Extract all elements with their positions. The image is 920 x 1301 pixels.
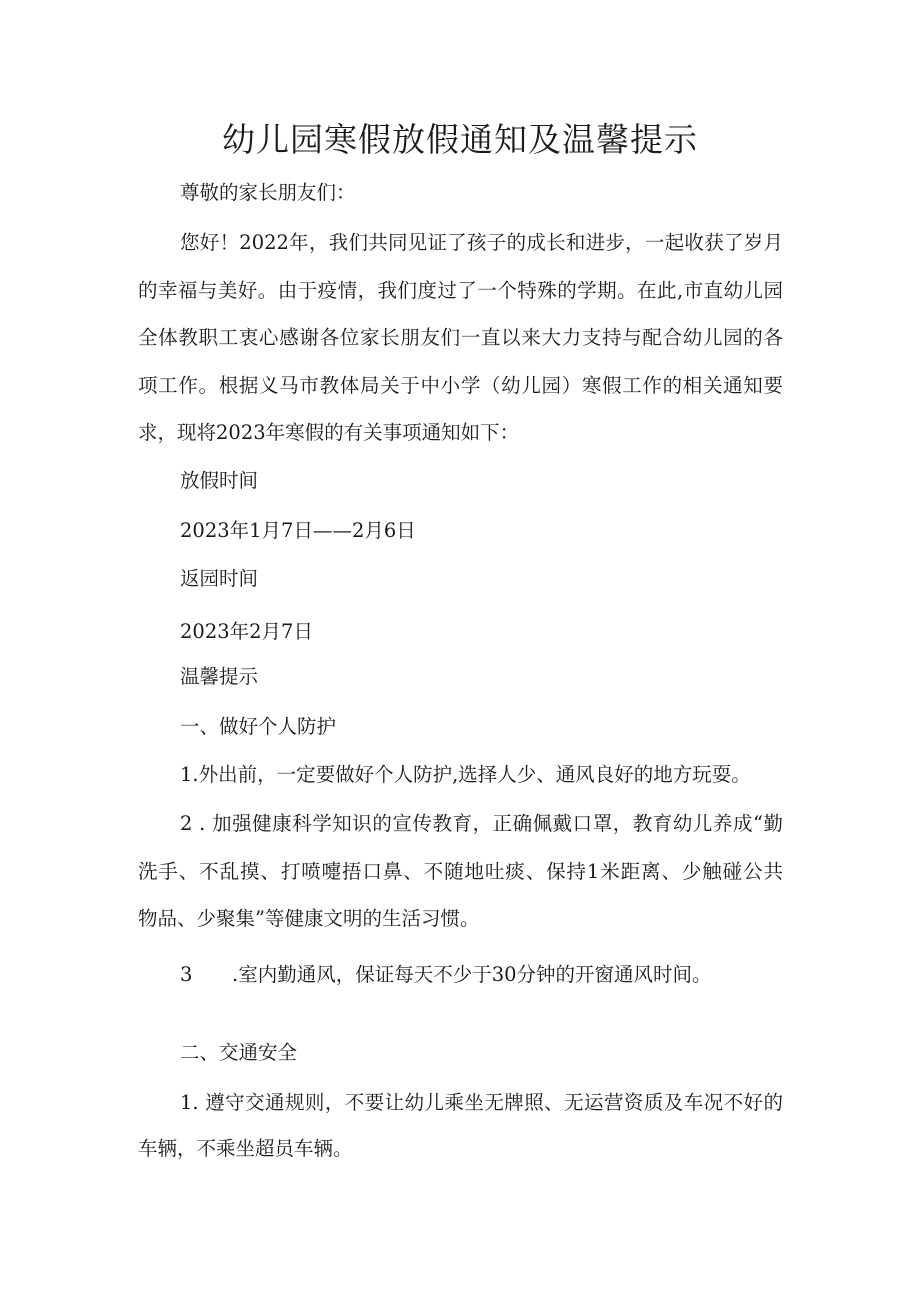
section1-item-3-text: .室内勤通风，保证每天不少于30分钟的开窗通风时间。 xyxy=(232,963,712,986)
section2-heading: 二、交通安全 xyxy=(180,1041,298,1064)
document-title: 幼儿园寒假放假通知及温馨提示 xyxy=(222,120,698,159)
intro-line-1: 您好！2022年，我们共同见证了孩子的成长和进步，一起收获了岁月 xyxy=(180,231,783,254)
tips-heading: 温馨提示 xyxy=(180,665,259,688)
section1-item-3-number: 3 xyxy=(180,963,193,986)
holiday-heading: 放假时间 xyxy=(180,469,259,492)
intro-line-4: 项工作。根据义马市教体局关于中小学（幼儿园）寒假工作的相关通知要 xyxy=(138,374,783,397)
greeting: 尊敬的家长朋友们： xyxy=(180,181,356,204)
return-date: 2023年2月7日 xyxy=(180,620,313,643)
intro-line-3: 全体教职工衷心感谢各位家长朋友们一直以来大力支持与配合幼儿园的各 xyxy=(138,326,783,349)
intro-line-5: 求，现将2023年寒假的有关事项通知如下： xyxy=(138,421,520,444)
section1-heading: 一、做好个人防护 xyxy=(180,715,337,738)
return-heading: 返园时间 xyxy=(180,567,259,590)
intro-line-2: 的幸福与美好。由于疫情，我们度过了一个特殊的学期。在此,市直幼儿园 xyxy=(138,279,783,302)
section1-item-1: 1.外出前，一定要做好个人防护,选择人少、通风良好的地方玩耍。 xyxy=(180,763,751,786)
section1-item-2-line-3: 物品、少聚集”等健康文明的生活习惯。 xyxy=(138,907,480,930)
holiday-dates: 2023年1月7日——2月6日 xyxy=(180,519,416,542)
section2-item-1-line-2: 车辆，不乘坐超员车辆。 xyxy=(138,1137,353,1160)
section2-item-1-line-1: 1. 遵守交通规则，不要让幼儿乘坐无牌照、无运营资质及车况不好的 xyxy=(180,1091,783,1114)
section1-item-2-line-1: 2 . 加强健康科学知识的宣传教育，正确佩戴口罩，教育幼儿养成“勤 xyxy=(180,812,783,835)
section1-item-2-line-2: 洗手、不乱摸、打喷嚏捂口鼻、不随地吐痰、保持1米距离、少触碰公共 xyxy=(138,860,783,883)
